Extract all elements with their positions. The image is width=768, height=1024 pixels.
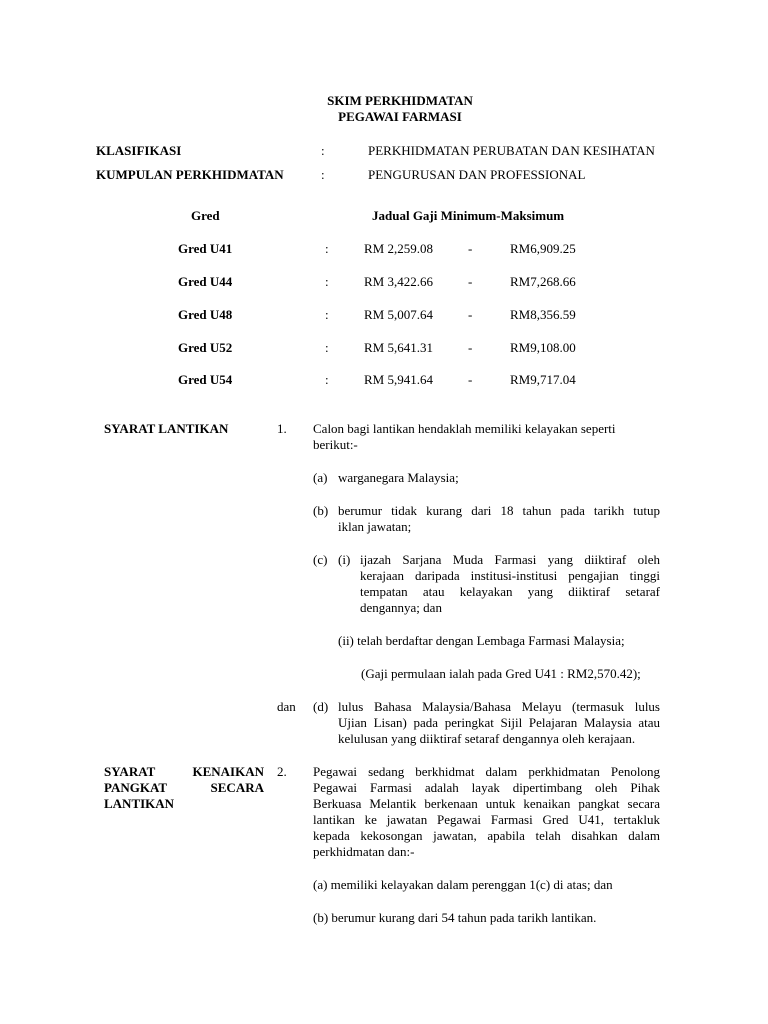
classification-label: KLASIFIKASI	[96, 143, 182, 158]
document-title: SKIM PERKHIDMATAN	[327, 93, 473, 108]
min-salary-cell: RM 5,007.64	[364, 307, 433, 322]
section2-text-line: Pegawai Farmasi adalah layak dipertimbang oleh Pihak	[313, 780, 660, 795]
dash-cell: -	[468, 274, 473, 289]
max-salary-cell: RM9,108.00	[510, 340, 576, 355]
min-salary-cell: RM 5,941.64	[364, 372, 433, 387]
colon-cell: :	[325, 274, 329, 289]
colon-cell: :	[325, 307, 329, 322]
document-subtitle: PEGAWAI FARMASI	[338, 109, 462, 124]
item-c-i-text-line: dengannya; dan	[360, 600, 442, 615]
item-b-text-line: berumur tidak kurang dari 18 tahun pada tarikh tutup	[338, 503, 660, 518]
min-salary-cell: RM 5,641.31	[364, 340, 433, 355]
item-a-text: warganegara Malaysia;	[338, 470, 459, 485]
max-salary-cell: RM6,909.25	[510, 241, 576, 256]
max-salary-cell: RM7,268.66	[510, 274, 576, 289]
promotion-heading-line: SYARAT KENAIKAN	[104, 764, 264, 779]
grade-cell: Gred U44	[178, 274, 233, 289]
item-d-label: (d)	[313, 699, 329, 714]
section1-intro-line: Calon bagi lantikan hendaklah memiliki kelayakan seperti	[313, 421, 616, 436]
colon-cell: :	[325, 372, 329, 387]
item-c-i-text-line: kerajaan daripada institusi-institusi pengajian tinggi	[360, 568, 660, 583]
item-a-label: (a)	[313, 470, 328, 485]
salary-column-header: Jadual Gaji Minimum-Maksimum	[372, 208, 565, 223]
dash-cell: -	[468, 307, 473, 322]
dash-cell: -	[468, 241, 473, 256]
service-group-colon: :	[321, 167, 325, 182]
item-d-text-line: kelulusan yang diiktiraf setaraf dengannya oleh kerajaan.	[338, 731, 636, 746]
section1-intro-line: berikut:-	[313, 437, 358, 452]
section2-text-line: kepada kekosongan jawatan, apabila telah disahkan dalam	[313, 828, 660, 843]
dan-connector: dan	[277, 699, 296, 714]
item-c-i-label: (i)	[338, 552, 351, 567]
promotion-heading-line: LANTIKAN	[104, 796, 175, 811]
section2-text-line: perkhidmatan dan:-	[313, 844, 415, 859]
classification-colon: :	[321, 143, 325, 158]
min-salary-cell: RM 3,422.66	[364, 274, 433, 289]
classification-value: PERKHIDMATAN PERUBATAN DAN KESIHATAN	[368, 143, 655, 158]
starting-salary-note: (Gaji permulaan ialah pada Gred U41 : RM2,570.42);	[361, 666, 641, 681]
section2-text-line: lantikan ke jawatan Pegawai Farmasi Gred U41, tertakluk	[313, 812, 660, 827]
service-group-label: KUMPULAN PERKHIDMATAN	[96, 167, 284, 182]
section2-text-line: Pegawai sedang berkhidmat dalam perkhidmatan Penolong	[313, 764, 660, 779]
item-c-label: (c)	[313, 552, 328, 567]
max-salary-cell: RM9,717.04	[510, 372, 576, 387]
dash-cell: -	[468, 340, 473, 355]
promotion-heading-line: PANGKAT SECARA	[104, 780, 264, 795]
colon-cell: :	[325, 241, 329, 256]
grade-cell: Gred U52	[178, 340, 233, 355]
item-c-i-text-line: ijazah Sarjana Muda Farmasi yang diiktiraf oleh	[360, 552, 660, 567]
colon-cell: :	[325, 340, 329, 355]
dash-cell: -	[468, 372, 473, 387]
item-d-text-line: Ujian Lisan) pada peringkat Sijil Pelajaran Malaysia atau	[338, 715, 660, 730]
section2-item-b: (b) berumur kurang dari 54 tahun pada tarikh lantikan.	[313, 910, 597, 925]
section2-item-a: (a) memiliki kelayakan dalam perenggan 1(c) di atas; dan	[313, 877, 613, 892]
item-b-label: (b)	[313, 503, 329, 518]
grade-cell: Gred U41	[178, 241, 233, 256]
min-salary-cell: RM 2,259.08	[364, 241, 433, 256]
grade-cell: Gred U54	[178, 372, 233, 387]
section-number: 2.	[277, 764, 287, 779]
appointment-requirements-heading: SYARAT LANTIKAN	[104, 421, 229, 436]
item-d-text-line: lulus Bahasa Malaysia/Bahasa Melayu (termasuk lulus	[338, 699, 660, 714]
item-c-i-text-line: tempatan atau kelayakan yang diiktiraf setaraf	[360, 584, 660, 599]
max-salary-cell: RM8,356.59	[510, 307, 576, 322]
section-number: 1.	[277, 421, 287, 436]
grade-column-header: Gred	[191, 208, 220, 223]
service-group-value: PENGURUSAN DAN PROFESSIONAL	[368, 167, 586, 182]
item-b-text-line: iklan jawatan;	[338, 519, 412, 534]
section2-text-line: Berkuasa Melantik berkenaan untuk kenaikan pangkat secara	[313, 796, 660, 811]
item-c-ii-text: (ii) telah berdaftar dengan Lembaga Farmasi Malaysia;	[338, 633, 625, 648]
grade-cell: Gred U48	[178, 307, 233, 322]
